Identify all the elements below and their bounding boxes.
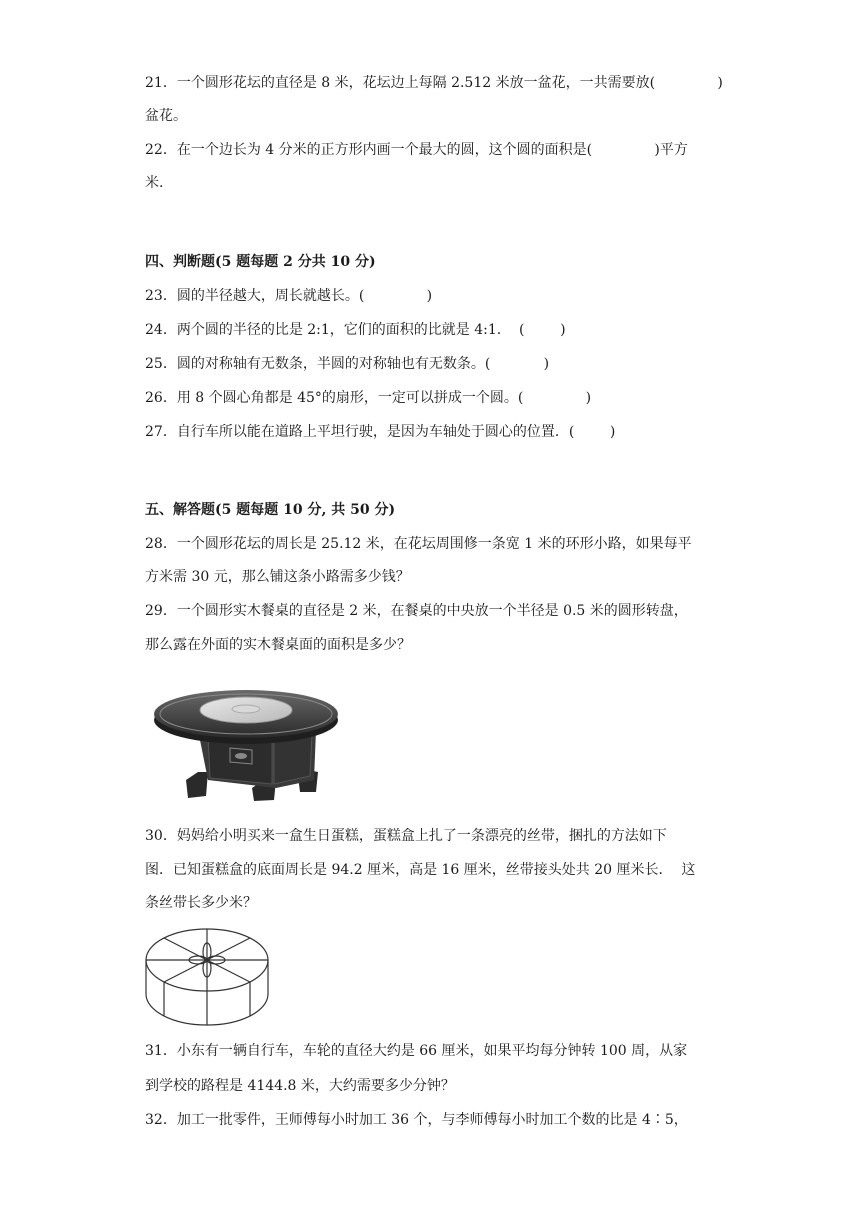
q23: 23．圆的半径越大，周长就越长。( ) [145,288,433,304]
q30-line1: 30．妈妈给小明买来一盒生日蛋糕，蛋糕盒上扎了一条漂亮的丝带，捆扎的方法如下 [145,828,667,844]
section5-heading: 五、解答题(5 题每题 10 分, 共 50 分) [145,502,396,518]
section4-heading: 四、判断题(5 题每题 2 分共 10 分) [145,254,376,270]
q28-line1: 28．一个圆形花坛的周长是 25.12 米，在花坛周围修一条宽 1 米的环形小路，如果每平 [145,536,692,552]
cake-box-figure [143,922,273,1030]
q21-line2: 盆花。 [145,108,187,124]
q29-line2: 那么露在外面的实木餐桌面的面积是多少？ [145,637,411,653]
q31-line2: 到学校的路程是 4144.8 米，大约需要多少分钟？ [145,1078,455,1094]
q26: 26．用 8 个圆心角都是 45°的扇形，一定可以拼成一个圆。( ) [145,390,592,406]
dining-table-figure [148,680,348,804]
q31-line1: 31．小东有一辆自行车，车轮的直径大约是 66 厘米，如果平均每分钟转 100 周，从家 [145,1043,688,1059]
q30-line2: 图．已知蛋糕盒的底面周长是 94.2 厘米，高是 16 厘米，丝带接头处共 20 厘米长． 这 [145,862,696,878]
q30-line3: 条丝带长多少米？ [145,895,257,911]
q28-line2: 方米需 30 元，那么铺这条小路需多少钱？ [145,569,410,585]
q32-line1: 32．加工一批零件，王师傅每小时加工 36 个，与李师傅每小时加工个数的比是 4∶5， [145,1112,688,1128]
q24: 24．两个圆的半径的比是 2:1，它们的面积的比就是 4:1. ( ) [145,322,566,338]
q21-line1: 21．一个圆形花坛的直径是 8 米，花坛边上每隔 2.512 米放一盆花，一共需要放( ) [145,75,723,91]
q27: 27．自行车所以能在道路上平坦行驶，是因为车轴处于圆心的位置．( ) [145,424,616,440]
q29-line1: 29．一个圆形实木餐桌的直径是 2 米，在餐桌的中央放一个半径是 0.5 米的圆形转盘， [145,603,688,619]
q25: 25．圆的对称轴有无数条，半圆的对称轴也有无数条。( ) [145,356,550,372]
q22-line2: 米. [145,175,164,191]
q22-line1: 22．在一个边长为 4 分米的正方形内画一个最大的圆，这个圆的面积是( )平方 [145,142,688,158]
